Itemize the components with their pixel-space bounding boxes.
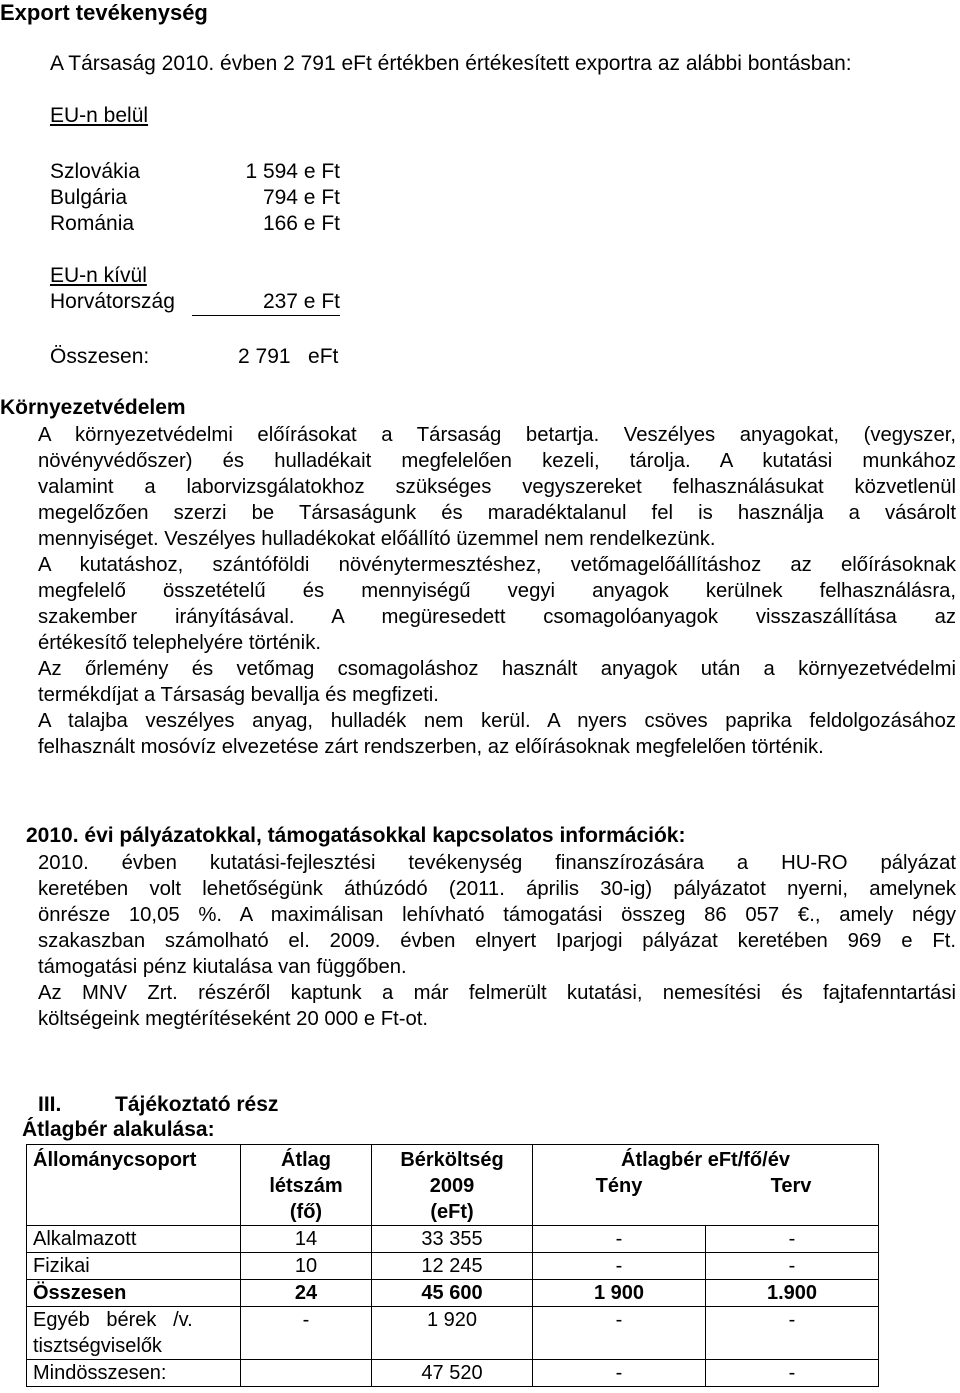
export-intro: A Társaság 2010. évben 2 791 eFt értékben értékesített exportra az alábbi bontásban: [50, 52, 852, 75]
cell-wage: 45 600 [372, 1280, 533, 1307]
cell-group: Összesen [27, 1280, 241, 1307]
grants-body [38, 850, 956, 1032]
total-value: 2 791 eFt [238, 345, 339, 368]
header-avg-wage [533, 1145, 879, 1226]
eu-out-label: EU-n kívül [50, 264, 147, 287]
cell-headcount: 14 [241, 1226, 372, 1253]
avg-wage-table [26, 1144, 879, 1387]
text-line: költségeink megtérítéseként 20 000 e Ft-ot. [38, 1008, 429, 1030]
export-value: 237 e Ft [262, 290, 340, 313]
header-label: Átlagbér eFt/fő/év [621, 1149, 790, 1171]
country-name: Szlovákia [50, 160, 140, 183]
header-headcount [241, 1145, 372, 1226]
grants-title: 2010. évi pályázatokkal, támogatásokkal kapcsolatos információk: [26, 824, 686, 847]
cell-headcount: - [241, 1307, 372, 1360]
text-line: 2010. évben kutatási-fejlesztési tevékenység finanszírozására a HU-RO pályázat [38, 852, 956, 874]
cell-group: Alkalmazott [27, 1226, 241, 1253]
text-line: önrésze 10,05 %. A maximálisan lehívható támogatási összeg 86 057 €., amely négy [38, 904, 956, 926]
text-line: támogatási pénz kiutalása van függőben. [38, 956, 407, 978]
text-line: értékesítő telephelyére történik. [38, 632, 321, 654]
cell-wage: 47 520 [372, 1360, 533, 1387]
text-line: A kutatáshoz, szántóföldi növénytermesztéshez, vetőmagelőállításhoz az előírásoknak [38, 554, 956, 576]
cell-group: Mindösszesen: [27, 1360, 241, 1387]
cell-plan: - [706, 1226, 879, 1253]
environment-title: Környezetvédelem [0, 396, 186, 419]
cell-plan: - [706, 1360, 879, 1387]
cell-actual: - [533, 1226, 706, 1253]
table-row-total [27, 1280, 879, 1307]
cell-headcount: 10 [241, 1253, 372, 1280]
text-line: növényvédőszer) és hulladékait megfelelően kezeli, tárolja. A kutatási munkához [38, 450, 956, 472]
cell-wage: 33 355 [372, 1226, 533, 1253]
text-line: Az őrlemény és vetőmag csomagoláshoz használt anyagok után a környezetvédelmi [38, 658, 956, 680]
cell-plan: - [706, 1253, 879, 1280]
country-name: Románia [50, 212, 135, 235]
cell-headcount [241, 1360, 372, 1387]
export-value: 166 e Ft [262, 212, 340, 235]
table-row [27, 1360, 879, 1387]
environment-body [38, 422, 956, 760]
cell-group-line: Egyéb bérek /v. [33, 1309, 193, 1331]
text-line: szakember irányításával. A megüresedett csomagolóanyagok visszaszállítása az [38, 606, 956, 628]
part-number: III. [38, 1093, 62, 1116]
cell-wage: 1 920 [372, 1307, 533, 1360]
cell-plan: - [706, 1307, 879, 1360]
header-label: Állománycsoport [33, 1149, 197, 1171]
cell-actual: - [533, 1307, 706, 1360]
text-line: megfelelő összetételű és mennyiségű vegyi anyagok kerülnek felhasználásra, [38, 580, 956, 602]
table-title: Átlagbér alakulása: [22, 1118, 215, 1141]
header-label: Tény [595, 1175, 643, 1197]
table-row [27, 1253, 879, 1280]
header-label: (eFt) [430, 1201, 474, 1223]
eu-in-label: EU-n belül [50, 104, 149, 127]
header-label: Terv [770, 1175, 812, 1197]
cell-plan: 1.900 [706, 1280, 879, 1307]
header-label: Átlag létszám [269, 1149, 343, 1197]
cell-headcount: 24 [241, 1280, 372, 1307]
text-line: felhasznált mosóvíz elvezetése zárt rendszerben, az előírásoknak megfelelően történik. [38, 736, 824, 758]
header-label: 2009 [429, 1175, 475, 1197]
text-line: termékdíjat a Társaság bevallja és megfizeti. [38, 684, 439, 706]
header-wage-cost [372, 1145, 533, 1226]
text-line: mennyiséget. Veszélyes hulladékokat előállító üzemmel nem rendelkezünk. [38, 528, 716, 550]
text-line: szakaszban számolható el. 2009. évben elnyert Iparjogi pályázat keretében 969 e Ft. [38, 930, 956, 952]
cell-group: Fizikai [27, 1253, 241, 1280]
country-name: Horvátország [50, 290, 175, 313]
export-value: 794 e Ft [262, 186, 340, 209]
cell-actual: - [533, 1253, 706, 1280]
text-line: megelőzően szerzi be Társaságunk és maradéktalanul fel is használja a vásárolt [38, 502, 956, 524]
cell-group-line: tisztségviselők [33, 1335, 162, 1357]
header-group [27, 1145, 241, 1226]
cell-wage: 12 245 [372, 1253, 533, 1280]
table-header-row [27, 1145, 879, 1226]
sum-divider [192, 315, 340, 316]
table-row [27, 1226, 879, 1253]
table-row [27, 1307, 879, 1360]
part-title: Tájékoztató rész [115, 1093, 279, 1116]
cell-actual: 1 900 [533, 1280, 706, 1307]
text-line: valamint a laborvizsgálatokhoz szükséges vegyszereket felhasználásukat közvetlenül [38, 476, 956, 498]
header-label: Bérköltség [400, 1149, 504, 1171]
country-name: Bulgária [50, 186, 128, 209]
export-value: 1 594 e Ft [245, 160, 340, 183]
header-label: (fő) [289, 1201, 323, 1223]
export-title: Export tevékenység [0, 0, 208, 25]
text-line: keretében volt lehetőségünk áthúzódó (2011. április 30-ig) pályázatot nyerni, amelynek [38, 878, 956, 900]
cell-actual: - [533, 1360, 706, 1387]
text-line: Az MNV Zrt. részéről kaptunk a már felmerült kutatási, nemesítési és fajtafenntartási [38, 982, 956, 1004]
cell-group [27, 1307, 241, 1360]
text-line: A környezetvédelmi előírásokat a Társaság betartja. Veszélyes anyagokat, (vegyszer, [38, 424, 956, 446]
total-label: Összesen: [50, 345, 150, 368]
text-line: A talajba veszélyes anyag, hulladék nem kerül. A nyers csöves paprika feldolgozásához [38, 710, 956, 732]
